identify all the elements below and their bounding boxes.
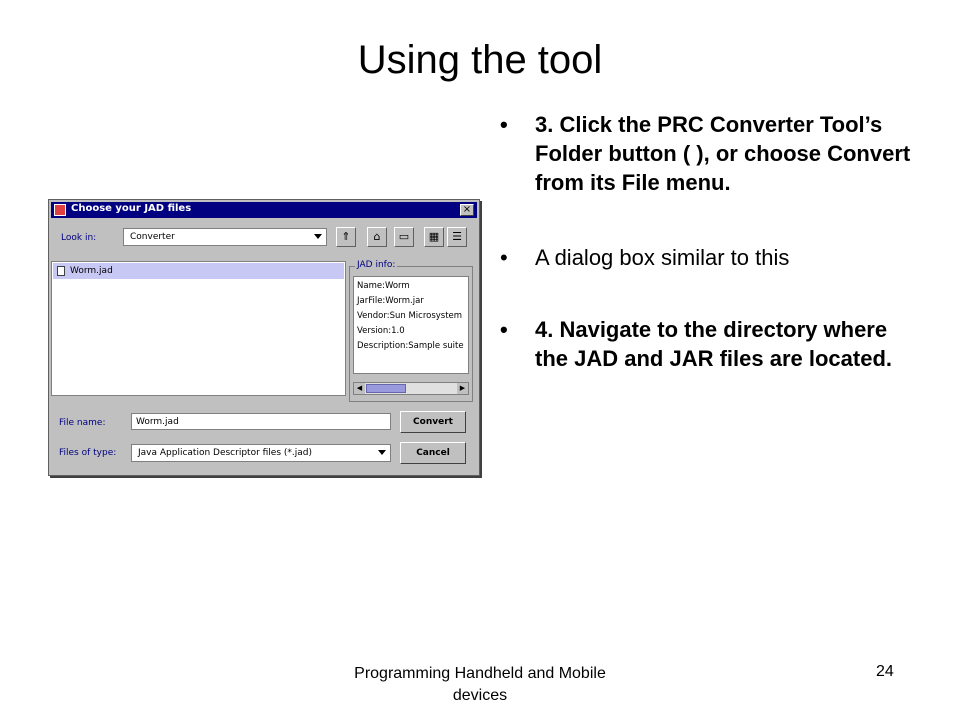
file-icon <box>57 266 65 276</box>
file-name-label: File name: <box>59 418 106 428</box>
dialog-titlebar[interactable] <box>51 202 477 218</box>
bullet-text: 3. Click the PRC Converter Tool’s Folder button ( ), or choose Convert from its File menu. <box>535 112 911 195</box>
info-line: Vendor:Sun Microsystem <box>357 311 463 321</box>
file-type-label: Files of type: <box>59 448 117 458</box>
home-button[interactable] <box>367 227 387 247</box>
up-folder-button[interactable] <box>336 227 356 247</box>
scroll-left-icon[interactable]: ◀ <box>354 383 365 394</box>
convert-button[interactable]: Convert <box>400 411 466 433</box>
look-in-label: Look in: <box>61 233 97 243</box>
info-line: Version:1.0 <box>357 326 405 336</box>
up-folder-icon: ⇑ <box>341 230 351 243</box>
page-number: 24 <box>876 663 894 680</box>
bullet-text: 4. Navigate to the directory where the JAD and JAR files are located. <box>535 317 892 371</box>
file-name-value: Worm.jad <box>136 417 179 427</box>
details-view-button[interactable] <box>447 227 467 247</box>
bullet-item <box>500 315 920 373</box>
file-type-value: Java Application Descriptor files (*.jad) <box>138 448 313 458</box>
close-icon[interactable]: × <box>460 204 474 216</box>
file-list[interactable] <box>51 261 346 396</box>
bullet-dot: • <box>500 112 508 137</box>
scroll-right-icon[interactable]: ▶ <box>457 383 468 394</box>
cancel-button[interactable]: Cancel <box>400 442 466 464</box>
bullet-dot: • <box>500 245 508 270</box>
jad-info-text[interactable] <box>353 276 469 374</box>
chevron-down-icon <box>378 450 386 455</box>
bullet-dot: • <box>500 317 508 342</box>
slide-title: Using the tool <box>357 38 603 82</box>
bullet-item <box>500 243 920 272</box>
slide-footer: Programming Handheld and Mobile devices <box>354 665 606 704</box>
jad-info-panel <box>349 260 473 402</box>
details-view-icon: ☰ <box>452 230 462 243</box>
chevron-down-icon <box>314 234 322 239</box>
home-icon: ⌂ <box>373 230 381 243</box>
bullet-text: A dialog box similar to this <box>535 245 790 270</box>
horizontal-scrollbar[interactable] <box>353 382 469 395</box>
new-folder-button[interactable] <box>394 227 414 247</box>
file-name-input[interactable] <box>131 413 391 430</box>
jad-info-label: JAD info: <box>357 260 396 270</box>
new-folder-icon: ▭ <box>398 230 410 243</box>
dialog-title: Choose your JAD files <box>71 203 192 214</box>
file-chooser-dialog <box>48 199 480 476</box>
java-app-icon <box>54 204 66 216</box>
file-type-dropdown[interactable] <box>131 444 391 462</box>
info-line: Description:Sample suite <box>357 341 464 351</box>
look-in-dropdown[interactable] <box>123 228 327 246</box>
look-in-value: Converter <box>130 232 175 242</box>
info-line: JarFile:Worm.jar <box>357 296 424 306</box>
info-line: Name:Worm <box>357 281 410 291</box>
list-view-button[interactable] <box>424 227 444 247</box>
list-item[interactable] <box>53 263 344 279</box>
list-view-icon: ▦ <box>428 230 440 243</box>
bullet-item <box>500 110 920 197</box>
scroll-thumb[interactable] <box>366 384 406 393</box>
file-name: Worm.jad <box>70 266 113 276</box>
